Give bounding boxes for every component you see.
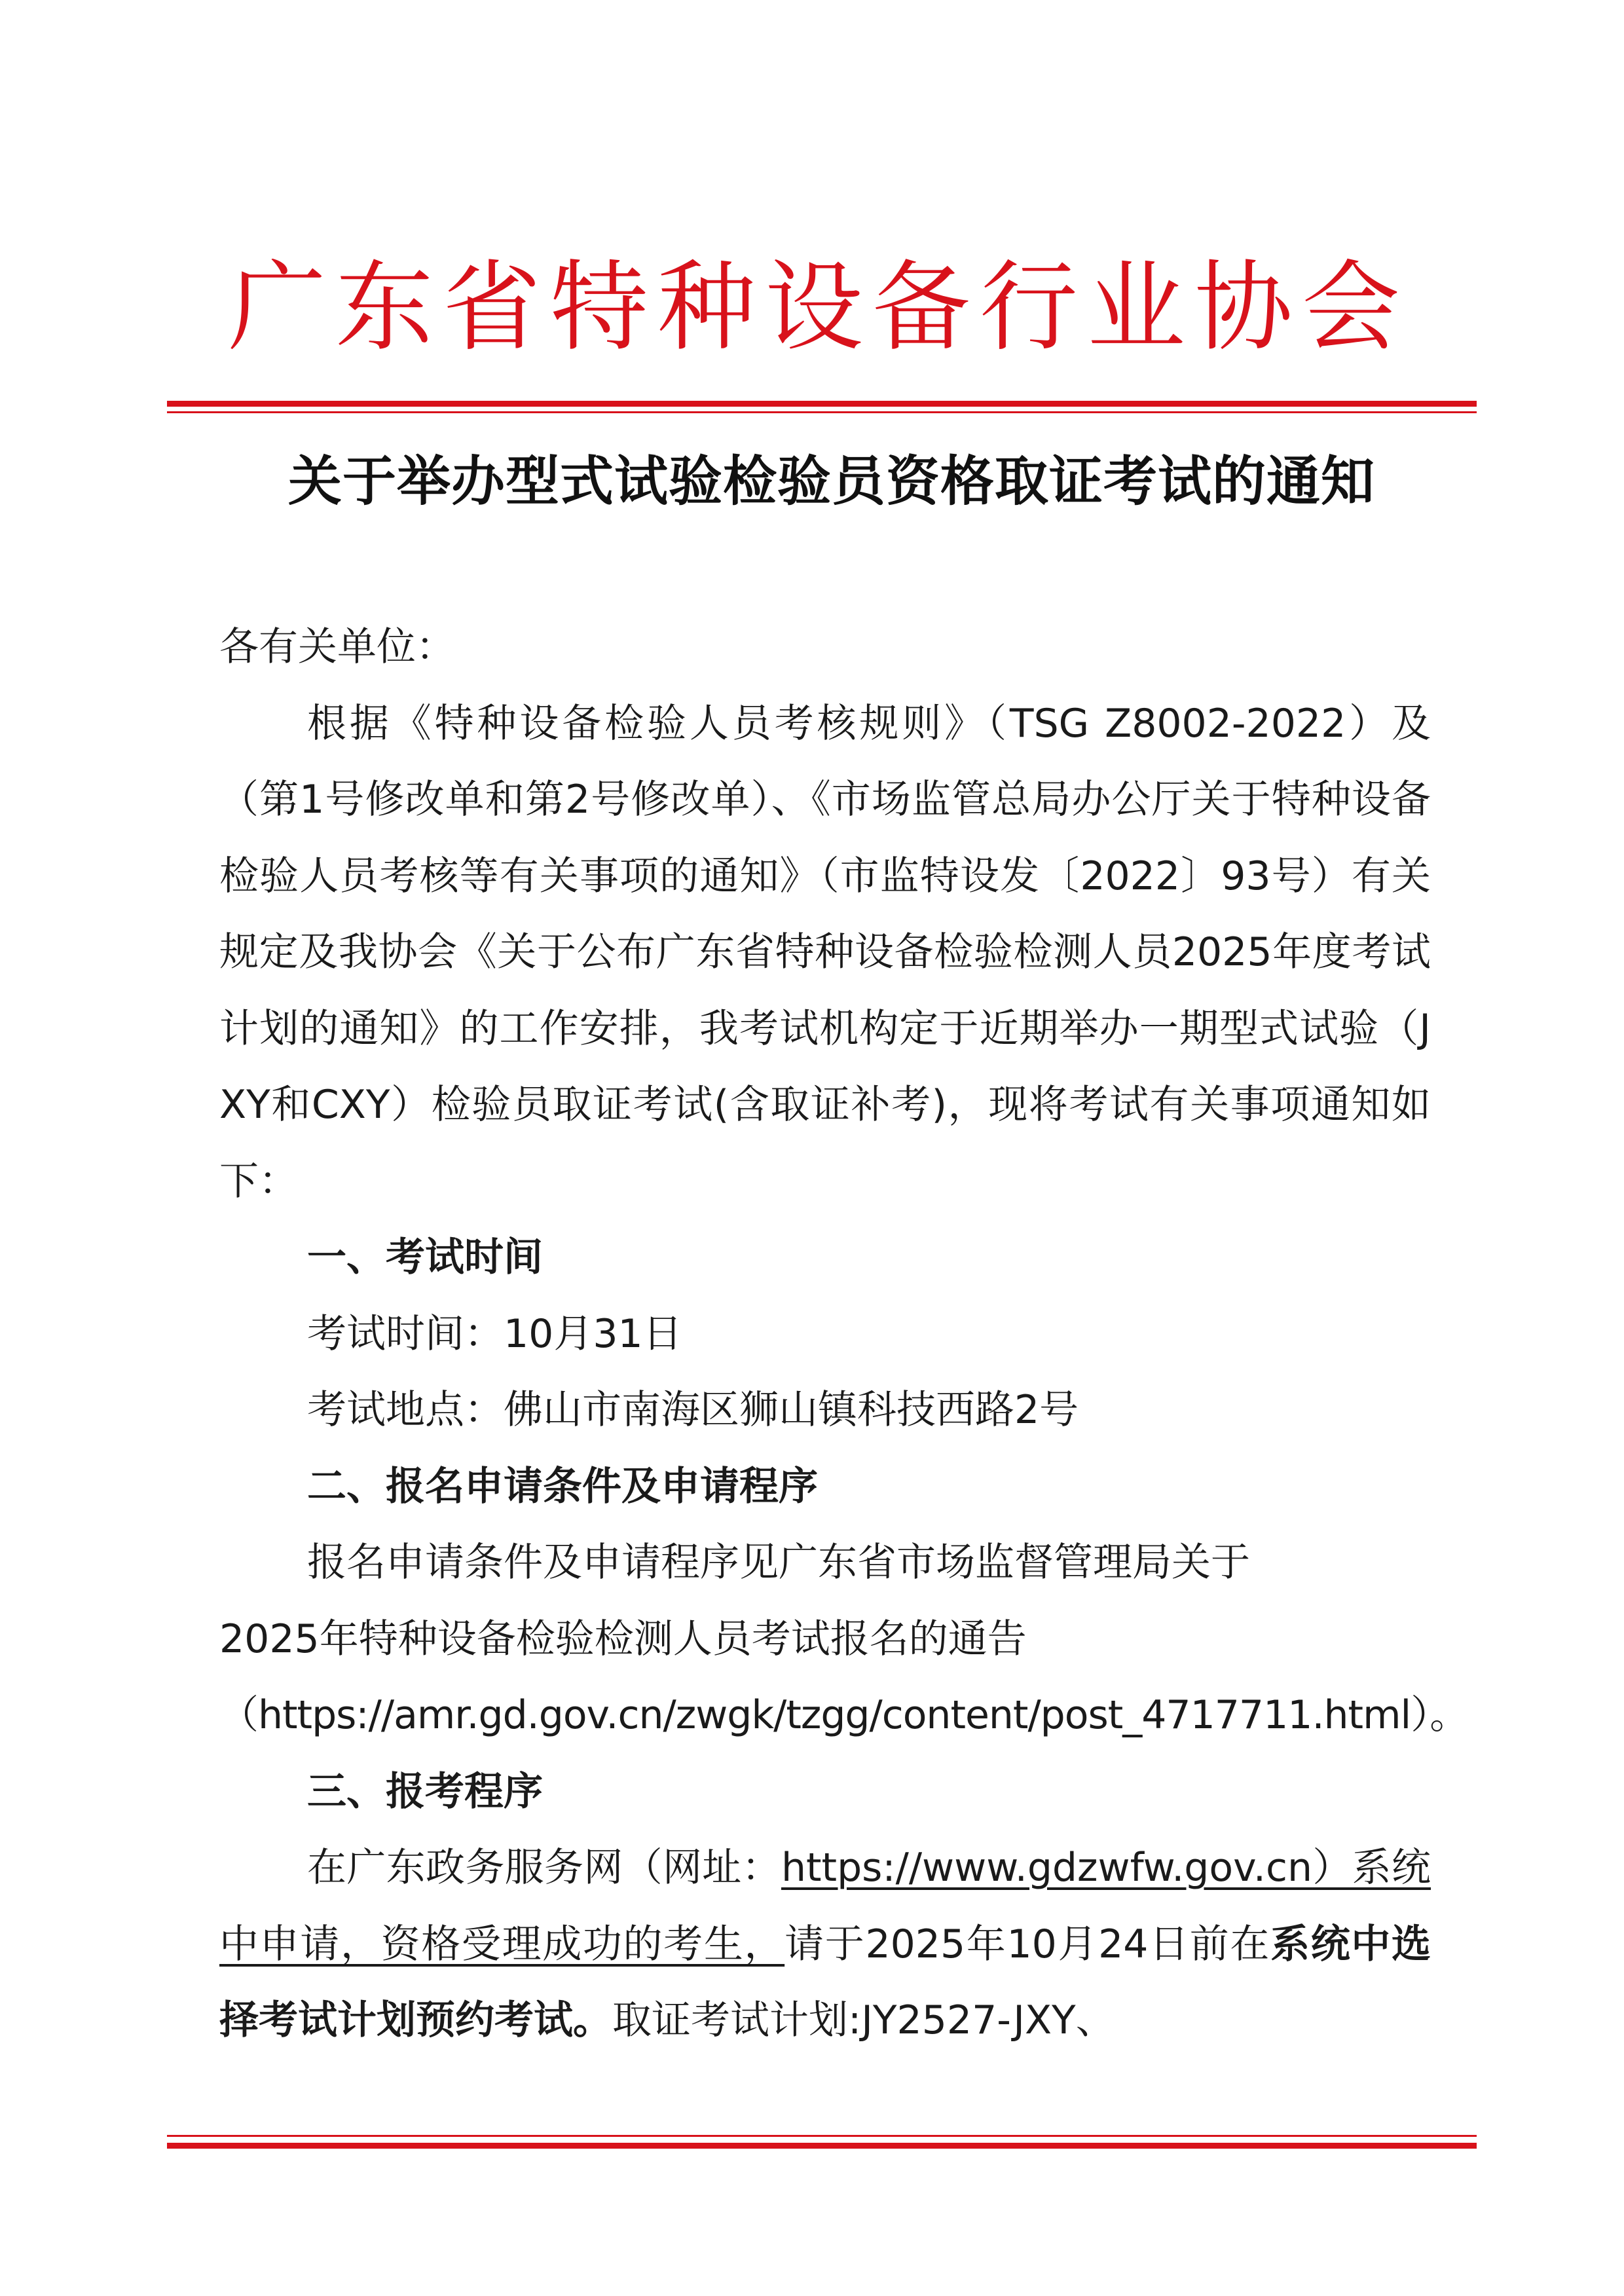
procedure-text-bold: 系统中选择考试计划预约考试。 xyxy=(219,1921,1431,2043)
application-notice-url[interactable]: （https://amr.gd.gov.cn/zwgk/tzgg/content/post_4717711.html）。 xyxy=(219,1692,1469,1738)
procedure-text-prefix: 在广东政务服务网（网址： xyxy=(307,1845,781,1891)
section-heading-exam-time: 一、考试时间 xyxy=(307,1234,543,1280)
organization-header: 广东省特种设备行业协会 xyxy=(227,251,1409,365)
footer-divider-thin xyxy=(167,2135,1477,2137)
exam-time: 考试时间：10月31日 xyxy=(307,1310,682,1357)
header-divider-thin xyxy=(167,411,1477,413)
application-text-line1: 报名申请条件及申请程序见广东省市场监督管理局关于 xyxy=(307,1540,1250,1585)
procedure-text-underlined: ）系统中申请，资格受理成功的考生， xyxy=(219,1845,1431,1967)
document-body xyxy=(219,609,1469,2059)
exam-location: 考试地点：佛山市南海区狮山镇科技西路2号 xyxy=(307,1387,1079,1433)
procedure-text-tail: 取证考试计划:JY2527-JXY、 xyxy=(612,1997,1115,2043)
salutation: 各有关单位： xyxy=(219,624,455,670)
header-divider-thick xyxy=(167,401,1477,407)
intro-paragraph: 根据《特种设备检验人员考核规则》（TSG Z8002-2022）及（第1号修改单和第2号修改单）、《市场监管总局办公厅关于特种设备检验人员考核等有关事项的通知》（市监特设发〔2022〕93号）有关规定及我协会《关于公布广东省特种设备检验检测人员2025年度考试计划的通知》的工作安排，我考试机构定于近期举办一期型式试验（JXY和CXY）检验员取证考试(含取证补考)，现将考试有关事项通知如下： xyxy=(219,700,1431,1204)
section-heading-application: 二、报名申请条件及申请程序 xyxy=(307,1463,818,1509)
application-text-line2: 2025年特种设备检验检测人员考试报名的通告 xyxy=(219,1616,1027,1662)
footer-divider-thick xyxy=(167,2143,1477,2149)
procedure-text-mid: 请于2025年10月24日前在 xyxy=(784,1921,1271,1967)
procedure-paragraph xyxy=(219,1830,1431,2059)
section-heading-procedure: 三、报考程序 xyxy=(307,1768,543,1815)
document-title: 关于举办型式试验检验员资格取证考试的通知 xyxy=(287,450,1375,513)
gdzwfw-url-link[interactable]: https://www.gdzwfw.gov.cn xyxy=(781,1845,1313,1891)
